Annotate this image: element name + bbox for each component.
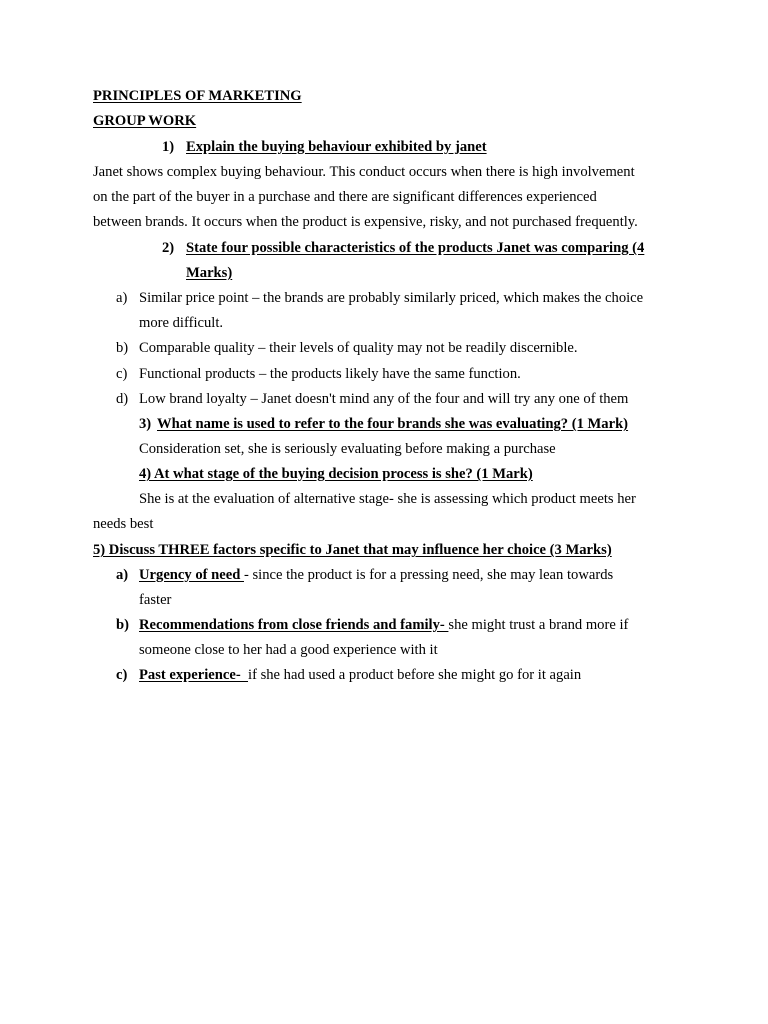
q2-number: 2) (162, 240, 175, 256)
factor-text: - since the product is for a pressing need, she may lean towards (243, 567, 614, 583)
list-item: Comparable quality – their levels of quality may not be readily discernible. (139, 340, 578, 356)
list-marker: d) (116, 391, 129, 407)
q3-question: What name is used to refer to the four brands she was evaluating? (1 Mark) (157, 416, 629, 432)
list-marker: a) (116, 567, 129, 583)
q4-answer-line: needs best (93, 516, 154, 532)
factor-text: if she had used a product before she might go for it again (248, 667, 582, 683)
document-title: PRINCIPLES OF MARKETING (93, 88, 302, 104)
q1-number: 1) (162, 139, 175, 155)
q2-question-continued: Marks) (186, 265, 233, 281)
q1-answer-line: on the part of the buyer in a purchase and there are significant differences experienced (93, 189, 597, 205)
list-item: Functional products – the products likely have the same function. (139, 366, 521, 382)
list-item-continued: faster (139, 592, 172, 608)
q2-question: State four possible characteristics of the products Janet was comparing (4 (186, 240, 645, 256)
list-marker: c) (116, 366, 128, 382)
factor-heading: Urgency of need (139, 567, 244, 583)
list-marker: b) (116, 340, 129, 356)
list-item (139, 566, 613, 584)
list-item: Low brand loyalty – Janet doesn't mind any of the four and will try any one of them (139, 391, 629, 407)
list-item (139, 616, 628, 634)
list-marker: b) (116, 617, 129, 633)
list-item-continued: someone close to her had a good experience with it (139, 642, 438, 658)
q4-answer-line: She is at the evaluation of alternative stage- she is assessing which product meets her (139, 491, 636, 507)
q3-number: 3) (139, 416, 152, 432)
document-subtitle: GROUP WORK (93, 113, 197, 129)
factor-heading: Recommendations from close friends and family- (139, 617, 449, 633)
q1-question: Explain the buying behaviour exhibited by janet (186, 139, 487, 155)
q1-answer-line: between brands. It occurs when the product is expensive, risky, and not purchased frequently. (93, 214, 638, 230)
q1-answer-line: Janet shows complex buying behaviour. This conduct occurs when there is high involvement (93, 164, 635, 180)
q4-question: 4) At what stage of the buying decision process is she? (1 Mark) (139, 466, 533, 482)
list-item (139, 666, 581, 684)
factor-text: she might trust a brand more if (448, 617, 629, 633)
list-marker: c) (116, 667, 128, 683)
q5-question: 5) Discuss THREE factors specific to Janet that may influence her choice (3 Marks) (93, 542, 612, 558)
list-item-continued: more difficult. (139, 315, 224, 331)
list-item: Similar price point – the brands are probably similarly priced, which makes the choice (139, 290, 644, 306)
q3-answer: Consideration set, she is seriously evaluating before making a purchase (139, 441, 556, 457)
factor-heading: Past experience- (139, 667, 249, 683)
list-marker: a) (116, 290, 128, 306)
